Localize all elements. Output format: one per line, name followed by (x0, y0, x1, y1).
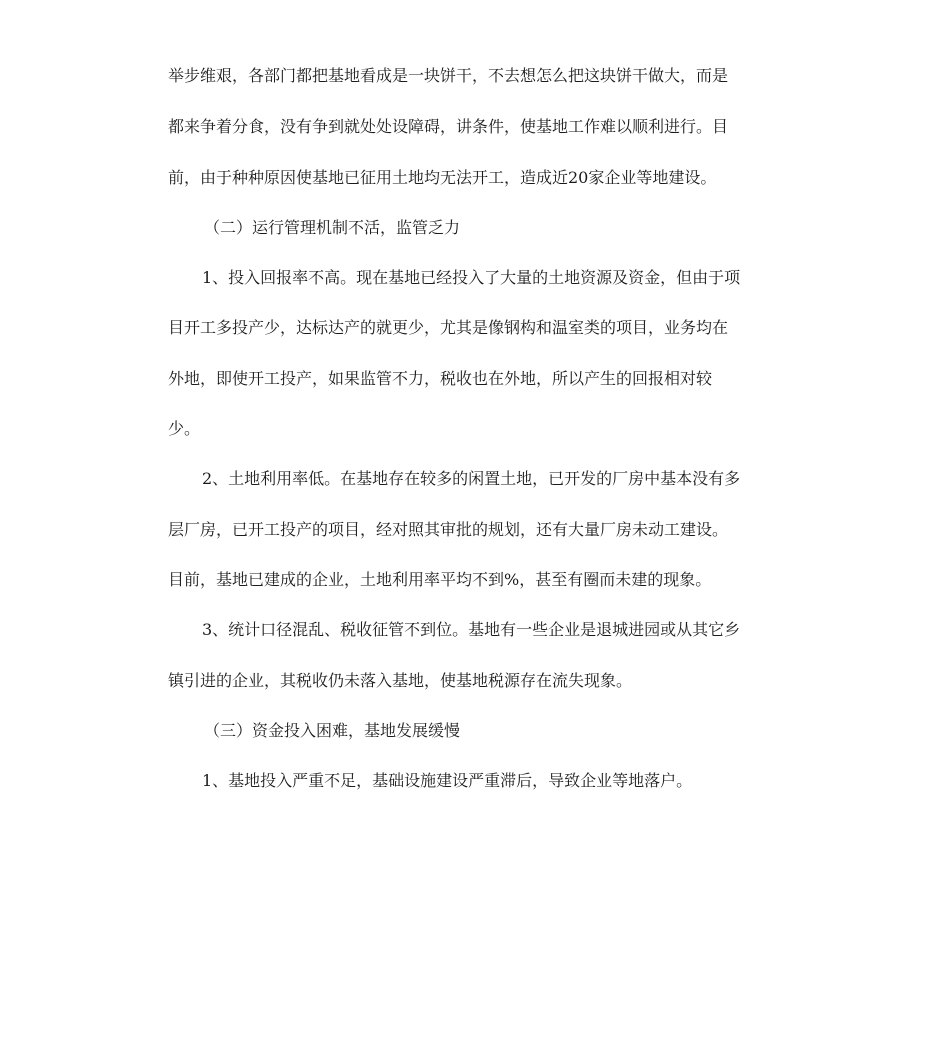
paragraph-line: 外地，即使开工投产，如果监管不力，税收也在外地，所以产生的回报相对较 (168, 369, 713, 388)
paragraph-line: 3、统计口径混乱、税收征管不到位。基地有一些企业是退城进园或从其它乡 (202, 620, 741, 639)
paragraph-line: 2、土地利用率低。在基地存在较多的闲置土地，已开发的厂房中基本没有多 (202, 469, 741, 488)
paragraph-line: 1、投入回报率不高。现在基地已经投入了大量的土地资源及资金，但由于项 (202, 268, 741, 287)
paragraph-line: 都来争着分食，没有争到就处处设障碍，讲条件，使基地工作难以顺利进行。目 (168, 117, 729, 136)
paragraph-line: 层厂房，已开工投产的项目，经对照其审批的规划，还有大量厂房未动工建设。 (168, 520, 729, 539)
section-heading: （二）运行管理机制不活，监管乏力 (204, 218, 461, 237)
paragraph-line: 前，由于种种原因使基地已征用土地均无法开工，造成近20家企业等地建设。 (168, 168, 717, 187)
paragraph-line: 少。 (168, 419, 201, 438)
paragraph-line: 1、基地投入严重不足，基础设施建设严重滞后，导致企业等地落户。 (202, 771, 693, 790)
paragraph-line: 镇引进的企业，其税收仍未落入基地，使基地税源存在流失现象。 (168, 671, 633, 690)
paragraph-line: 目开工多投产少，达标达产的就更少，尤其是像钢构和温室类的项目，业务均在 (168, 318, 729, 337)
paragraph-line: 举步维艰，各部门都把基地看成是一块饼干，不去想怎么把这块饼干做大，而是 (168, 66, 729, 85)
paragraph-line: 目前，基地已建成的企业，土地利用率平均不到%，甚至有圈而未建的现象。 (168, 570, 712, 589)
section-heading: （三）资金投入困难，基地发展缓慢 (204, 721, 461, 740)
